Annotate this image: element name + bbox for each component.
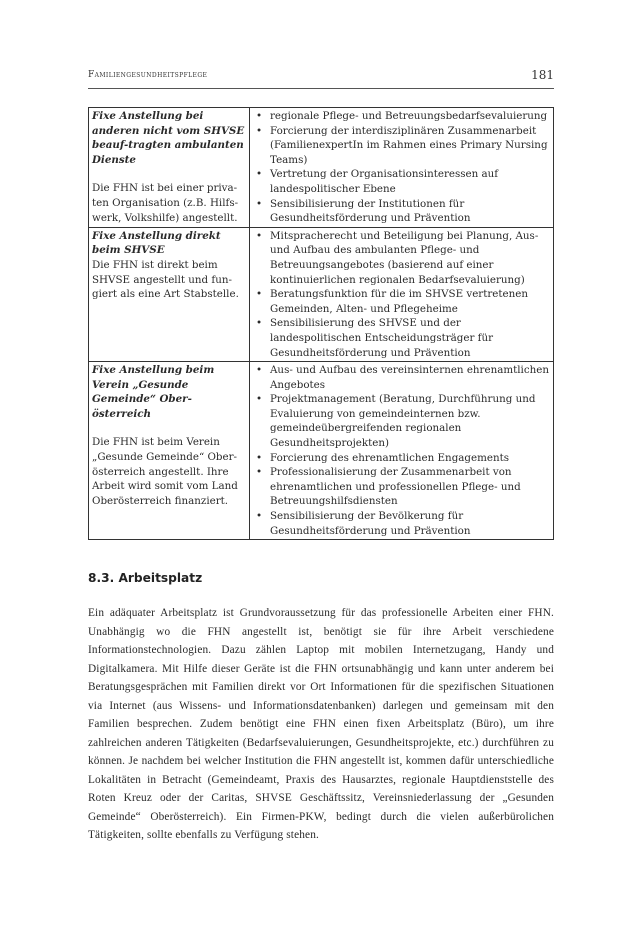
table-row — [89, 362, 554, 540]
table-cell-tasks — [250, 227, 554, 361]
task-list — [255, 109, 550, 226]
table-cell-model — [89, 108, 250, 228]
row-description: Die FHN ist bei einer priva-ten Organisation (z.B. Hilfs-werk, Volkshilfe) angestellt. — [92, 182, 239, 224]
row-title: Fixe Anstellung direkt beim SHVSE — [92, 229, 221, 257]
task-list — [255, 363, 550, 538]
list-item: • Forcierung des ehrenamtlichen Engagements — [255, 451, 550, 466]
list-item: • Forcierung der interdisziplinären Zusammenarbeit (FamilienexpertIn im Rahmen eines Primary Nursing Teams) — [255, 124, 550, 168]
task-list — [255, 229, 550, 360]
row-title: Fixe Anstellung bei anderen nicht vom SHVSE beauf-tragten ambulanten Dienste — [92, 110, 245, 166]
row-title: Fixe Anstellung beim Verein „Gesunde Gemeinde“ Ober-österreich — [92, 364, 215, 420]
section-heading: 8.3. Arbeitsplatz — [88, 571, 203, 585]
running-header — [88, 68, 554, 89]
body-text — [88, 604, 554, 845]
list-item: • Sensibilisierung des SHVSE und der landespolitischen Entscheidungsträger für Gesundheitsförderung und Prävention — [255, 316, 550, 360]
list-item: • regionale Pflege- und Betreuungsbedarfsevaluierung — [255, 109, 550, 124]
row-description: Die FHN ist direkt beim SHVSE angestellt und fun-giert als eine Art Stabstelle. — [92, 258, 239, 301]
table-row — [89, 227, 554, 361]
list-item: • Vertretung der Organisationsinteressen auf landespolitischer Ebene — [255, 167, 550, 196]
list-item: • Sensibilisierung der Institutionen für Gesundheitsförderung und Prävention — [255, 197, 550, 226]
paragraph: Ein adäquater Arbeitsplatz ist Grundvoraussetzung für das professionelle Arbeiten einer FHN. Unabhängig wo die FHN angestellt ist, benötigt sie für ihre Arbeit verschiedene Informationstechnologien. Dazu zählen Laptop mit mobilen Internetzugang, Handy und Digitalkamera. Mit Hilfe dieser Geräte ist die FHN ortsunabhängig und kann unter anderem bei Beratungsgesprächen mit Familien direkt vor Ort Informationen für die spezifischen Situationen via Internet (aus Wissens- und Informationsdatenbanken) darlegen und gemeinsam mit den Familien besprechen. Zudem benötigt eine FHN einen fixen Arbeitsplatz (Büro), um ihre zahlreichen anderen Tätigkeiten (Bedarfsevaluierungen, Gesundheitsprojekte, etc.) durchführen zu können. Je nachdem bei welcher Institution die FHN angestellt ist, kommen dafür unterschiedliche Lokalitäten in Betracht (Gemeindeamt, Praxis des Hausarztes, regionale Hauptdienststelle des Roten Kreuz oder der Caritas, SHVSE Geschäftssitz, Vereinsniederlassung der „Gesunden Gemeinde“ Oberösterreich). Ein Firmen-PKW, bedingt durch die vielen außerbürolichen Tätigkeiten, sollte ebenfalls zu Verfügung stehen. — [88, 607, 554, 841]
list-item: • Mitspracherecht und Beteiligung bei Planung, Aus- und Aufbau des ambulanten Pflege- und Betreuungsangebotes (basierend auf einer kontinuierlichen regionalen Bedarfsevaluierung) — [255, 229, 550, 287]
list-item: • Beratungsfunktion für die im SHVSE vertretenen Gemeinden, Alten- und Pflegeheime — [255, 287, 550, 316]
employment-models-table — [88, 107, 554, 540]
row-description: Die FHN ist beim Verein „Gesunde Gemeinde“ Ober-österreich angestellt. Ihre Arbeit wird somit vom Land Oberösterreich finanziert. — [92, 436, 238, 507]
list-item: • Professionalisierung der Zusammenarbeit von ehrenamtlichen und professionellen Pflege- und Betreuungshilfsdiensten — [255, 465, 550, 509]
table-row — [89, 108, 554, 228]
list-item: • Aus- und Aufbau des vereinsinternen ehrenamtlichen Angebotes — [255, 363, 550, 392]
running-title: Familiengesundheitspflege — [88, 70, 208, 80]
table-cell-tasks — [250, 362, 554, 540]
page-number: 181 — [531, 68, 554, 82]
table-cell-model — [89, 227, 250, 361]
table-cell-tasks — [250, 108, 554, 228]
table-cell-model — [89, 362, 250, 540]
list-item: • Projektmanagement (Beratung, Durchführung und Evaluierung von gemeindeinternen bzw. gemeindeübergreifenden regionalen Gesundheitsprojekten) — [255, 392, 550, 450]
list-item: • Sensibilisierung der Bevölkerung für Gesundheitsförderung und Prävention — [255, 509, 550, 538]
